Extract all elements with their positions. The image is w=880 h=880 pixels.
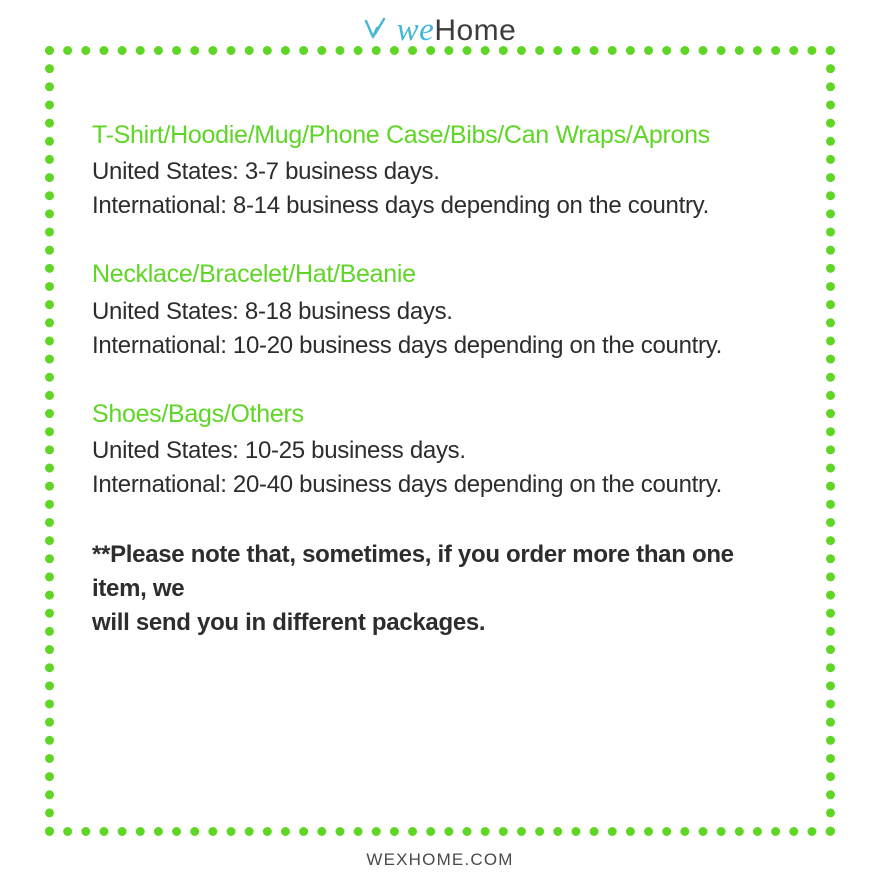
shipping-note xyxy=(92,538,792,640)
footer-url: WEXHOME.COM xyxy=(366,850,514,869)
section-title: Shoes/Bags/Others xyxy=(92,399,304,428)
note-line-1: **Please note that, sometimes, if you order more than one item, we xyxy=(92,541,734,603)
checkmark-swoosh-icon xyxy=(364,17,394,43)
shipping-section xyxy=(92,120,792,223)
shipping-section xyxy=(92,259,792,362)
section-line-international: International: 10-20 business days depending on the country. xyxy=(92,331,723,359)
section-line-domestic: United States: 8-18 business days. xyxy=(92,297,453,325)
shipping-info-content xyxy=(92,120,792,640)
section-line-domestic: United States: 10-25 business days. xyxy=(92,437,466,465)
brand-name-accent: we xyxy=(396,11,435,48)
section-line-domestic: United States: 3-7 business days. xyxy=(92,158,440,186)
section-line-international: International: 20-40 business days depending on the country. xyxy=(92,471,723,499)
note-line-2: will send you in different packages. xyxy=(92,609,486,637)
brand-name-main: Home xyxy=(434,13,517,47)
shipping-section xyxy=(92,399,792,502)
section-title: Necklace/Bracelet/Hat/Beanie xyxy=(92,260,416,289)
section-title: T-Shirt/Hoodie/Mug/Phone Case/Bibs/Can Wraps/Aprons xyxy=(92,121,710,149)
section-line-international: International: 8-14 business days depending on the country. xyxy=(92,192,709,220)
